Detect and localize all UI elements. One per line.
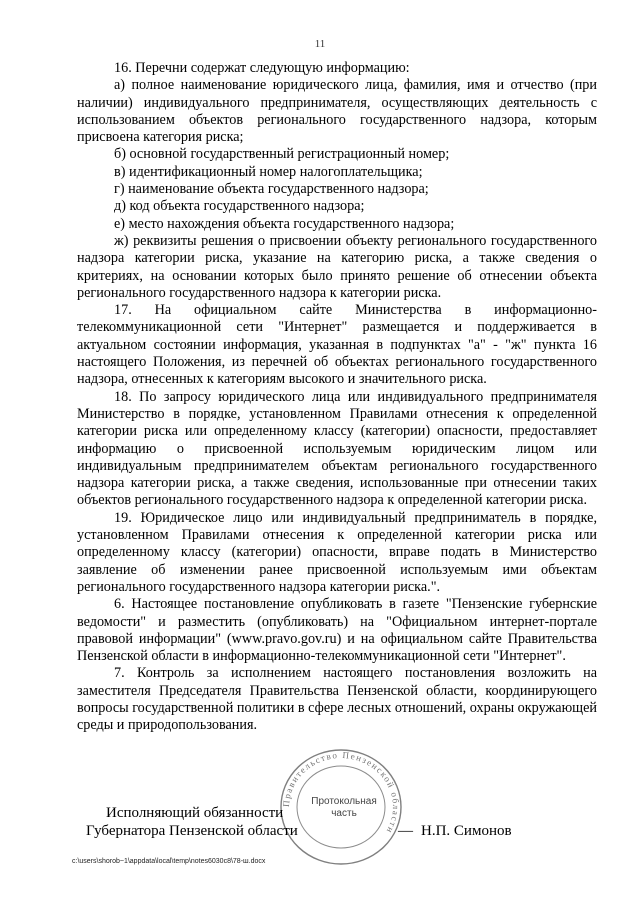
seal-ring-text: Правительство Пензенской области xyxy=(280,749,402,836)
page-number: 11 xyxy=(314,38,326,50)
paragraph: д) код объекта государственного надзора; xyxy=(114,198,365,215)
document-body xyxy=(77,60,597,735)
paragraph: е) место нахождения объекта государственного надзора; xyxy=(114,215,455,232)
paragraph: 19. Юридическое лицо или индивидуальный предприниматель в порядке, установленном Правилами отнесения к определенной категории риска или определенному классу (категории) опасности, вправе подать в Министерство заявление об изменении ранее присвоенной используемым ими объектам регионального государственного надзора категории риска.". xyxy=(77,509,597,595)
paragraph: 18. По запросу юридического лица или индивидуального предпринимателя Министерство в порядке, установленном Правилами отнесения к определенной категории риска или определенному классу (категории) опасности, предоставляет информацию о присвоенной используемым юридическим лицом или индивидуальным предпринимателем объектам регионального государственного надзора категории риска, а также сведения, использованные при отнесении таких объектов регионального государственного надзора к определенной категории риска. xyxy=(77,388,597,509)
paragraph: 16. Перечни содержат следующую информацию: xyxy=(114,60,410,76)
seal-center-line2: часть xyxy=(331,808,357,819)
signatory-role-line2: Губернатора Пензенской области xyxy=(86,823,298,839)
paragraph: 17. На официальном сайте Министерства в информационно-телекоммуникационной сети "Интернет" размещается и поддерживается в актуальном состоянии информация, указанная в подпунктах "а" - "ж" пункта 16 настоящего Положения, из перечней об объектах регионального государственного надзора, отнесенных к категориям высокого и значительного риска. xyxy=(77,302,597,388)
paragraph: 7. Контроль за исполнением настоящего постановления возложить на заместителя Председателя Правительства Пензенской области, координирующего вопросы государственной политики в сфере лесных отношений, охраны окружающей среды и природопользования. xyxy=(77,665,597,734)
svg-text:Правительство Пензенской облас xyxy=(281,750,401,836)
file-path-footer: c:\users\shorob~1\appdata\local\temp\notes6030c8\78-ш.docx xyxy=(72,858,266,865)
paragraph: в) идентификационный номер налогоплательщика; xyxy=(114,163,423,180)
paragraph: ж) реквизиты решения о присвоении объекту регионального государственного надзора категории риска, указание на категорию риска, а также сведения о критериях, на основании которых было принято решение об отнесении объекта регионального государственного надзора к категории риска. xyxy=(77,232,597,301)
seal-center-line1: Протокольная xyxy=(311,796,377,807)
paragraph: 6. Настоящее постановление опубликовать в газете "Пензенские губернские ведомости" и разместить (опубликовать) на "Официальном интернет-портале правовой информации" (www.pravo.gov.ru) и на официальном сайте Правительства Пензенской области в информационно-телекоммуникационной сети "Интернет". xyxy=(77,596,597,665)
paragraph: б) основной государственный регистрационный номер; xyxy=(114,146,450,163)
paragraph: а) полное наименование юридического лица, фамилия, имя и отчество (при наличии) индивидуального предпринимателя, осуществляющих деятельность с использованием объектов регионального государственного надзора, которым присвоена категория риска; xyxy=(77,77,597,146)
signatory-name: Н.П. Симонов xyxy=(421,823,512,839)
signature-mark: — xyxy=(398,823,413,839)
seal-center xyxy=(304,796,384,820)
paragraph: г) наименование объекта государственного надзора; xyxy=(114,181,429,198)
signatory-role-line1: Исполняющий обязанности xyxy=(106,805,284,821)
